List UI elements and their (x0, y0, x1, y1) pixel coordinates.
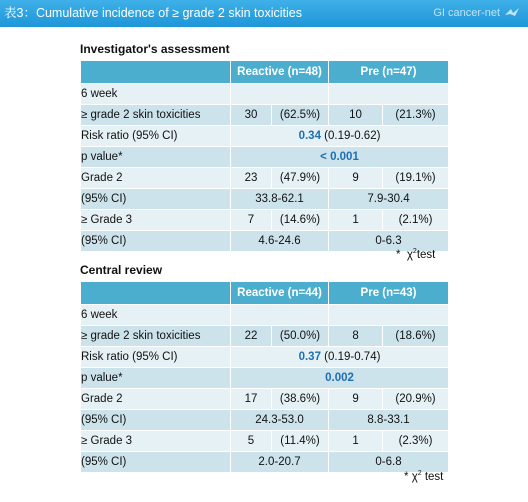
site-logo: GI cancer-net (433, 7, 500, 19)
row-label: p value* (81, 147, 231, 168)
cell-reactive-ci: 2.0-20.7 (231, 452, 329, 473)
cell-risk-ratio (231, 347, 449, 368)
table-header-row (81, 61, 449, 84)
row-label: ≥ grade 2 skin toxicities (81, 105, 231, 126)
section-title-central-review: Central review (80, 263, 163, 277)
row-label: (95% CI) (81, 231, 231, 252)
cell-pre-n: 9 (329, 389, 383, 410)
table-row (81, 389, 449, 410)
header-pre: Pre (n=43) (329, 282, 449, 305)
section-title-investigator: Investigator's assessment (80, 42, 230, 56)
table-investigator (80, 60, 449, 252)
cell-pre-n: 9 (329, 168, 383, 189)
table-header-row (81, 282, 449, 305)
cell-reactive-n: 30 (231, 105, 272, 126)
table-row (81, 368, 449, 389)
p-value: < 0.001 (320, 151, 359, 163)
page-header (0, 0, 528, 27)
cell-pre-pct: (20.9%) (383, 389, 449, 410)
cell-pre-ci: 0-6.8 (329, 452, 449, 473)
header-title: 表3：Cumulative incidence of ≥ grade 2 skin toxicities (4, 6, 302, 20)
table-row (81, 147, 449, 168)
table-row (81, 326, 449, 347)
risk-ratio-value: 0.34 (298, 130, 321, 142)
cell-p-value (231, 147, 449, 168)
cell-reactive-n: 17 (231, 389, 272, 410)
table-row (81, 410, 449, 431)
risk-ratio-value: 0.37 (298, 351, 321, 363)
header-reactive: Reactive (n=48) (231, 61, 329, 84)
row-label: ≥ grade 2 skin toxicities (81, 326, 231, 347)
footnote-chi-square: * $\chi^2$ test (404, 470, 444, 483)
cell-pre-pct: (18.6%) (383, 326, 449, 347)
cell-pre-n: 8 (329, 326, 383, 347)
cell-reactive-pct: (38.6%) (272, 389, 329, 410)
row-week-label: 6 week (81, 84, 231, 105)
table-row (81, 305, 449, 326)
cell-pre-pct: (2.3%) (383, 431, 449, 452)
cell-reactive-ci: 24.3-53.0 (231, 410, 329, 431)
table-row (81, 84, 449, 105)
table-row (81, 105, 449, 126)
risk-ratio-ci: (0.19-0.62) (324, 130, 381, 142)
row-label: Risk ratio (95% CI) (81, 126, 231, 147)
table-row (81, 126, 449, 147)
cell-reactive-pct: (11.4%) (272, 431, 329, 452)
table-row (81, 189, 449, 210)
cell-pre-n: 10 (329, 105, 383, 126)
header-pre: Pre (n=47) (329, 61, 449, 84)
cell-reactive-pct: (47.9%) (272, 168, 329, 189)
risk-ratio-ci: (0.19-0.74) (324, 351, 381, 363)
cell-pre-pct: (19.1%) (383, 168, 449, 189)
cell-reactive-n: 22 (231, 326, 272, 347)
table-row (81, 231, 449, 252)
header-empty (81, 282, 231, 305)
cell-reactive-pct: (50.0%) (272, 326, 329, 347)
cell-reactive-n: 5 (231, 431, 272, 452)
cell-pre-n: 1 (329, 431, 383, 452)
row-label: Risk ratio (95% CI) (81, 347, 231, 368)
table-row (81, 347, 449, 368)
cell-reactive-n: 7 (231, 210, 272, 231)
table-row (81, 431, 449, 452)
cell-pre-ci: 0-6.3 (329, 231, 449, 252)
cell-p-value (231, 368, 449, 389)
cell-reactive-n: 23 (231, 168, 272, 189)
row-label: p value* (81, 368, 231, 389)
header-reactive: Reactive (n=44) (231, 282, 329, 305)
header-empty (81, 61, 231, 84)
table-central-review (80, 281, 449, 473)
table-row (81, 452, 449, 473)
crane-logo-icon (504, 7, 520, 19)
cell-reactive-ci: 4.6-24.6 (231, 231, 329, 252)
cell-reactive-pct: (14.6%) (272, 210, 329, 231)
cell-pre-n: 1 (329, 210, 383, 231)
row-label: (95% CI) (81, 410, 231, 431)
table-row (81, 168, 449, 189)
cell-pre-ci: 8.8-33.1 (329, 410, 449, 431)
row-label: ≥ Grade 3 (81, 431, 231, 452)
row-label: ≥ Grade 3 (81, 210, 231, 231)
cell-reactive-pct: (62.5%) (272, 105, 329, 126)
row-week-label: 6 week (81, 305, 231, 326)
row-label: Grade 2 (81, 389, 231, 410)
row-label: (95% CI) (81, 189, 231, 210)
row-label: (95% CI) (81, 452, 231, 473)
row-label: Grade 2 (81, 168, 231, 189)
cell-risk-ratio (231, 126, 449, 147)
table-row (81, 210, 449, 231)
cell-pre-pct: (21.3%) (383, 105, 449, 126)
cell-reactive-ci: 33.8-62.1 (231, 189, 329, 210)
cell-pre-ci: 7.9-30.4 (329, 189, 449, 210)
cell-pre-pct: (2.1%) (383, 210, 449, 231)
footnote-chi-square: * $\chi^2test$ (396, 248, 436, 261)
p-value: 0.002 (325, 372, 354, 384)
